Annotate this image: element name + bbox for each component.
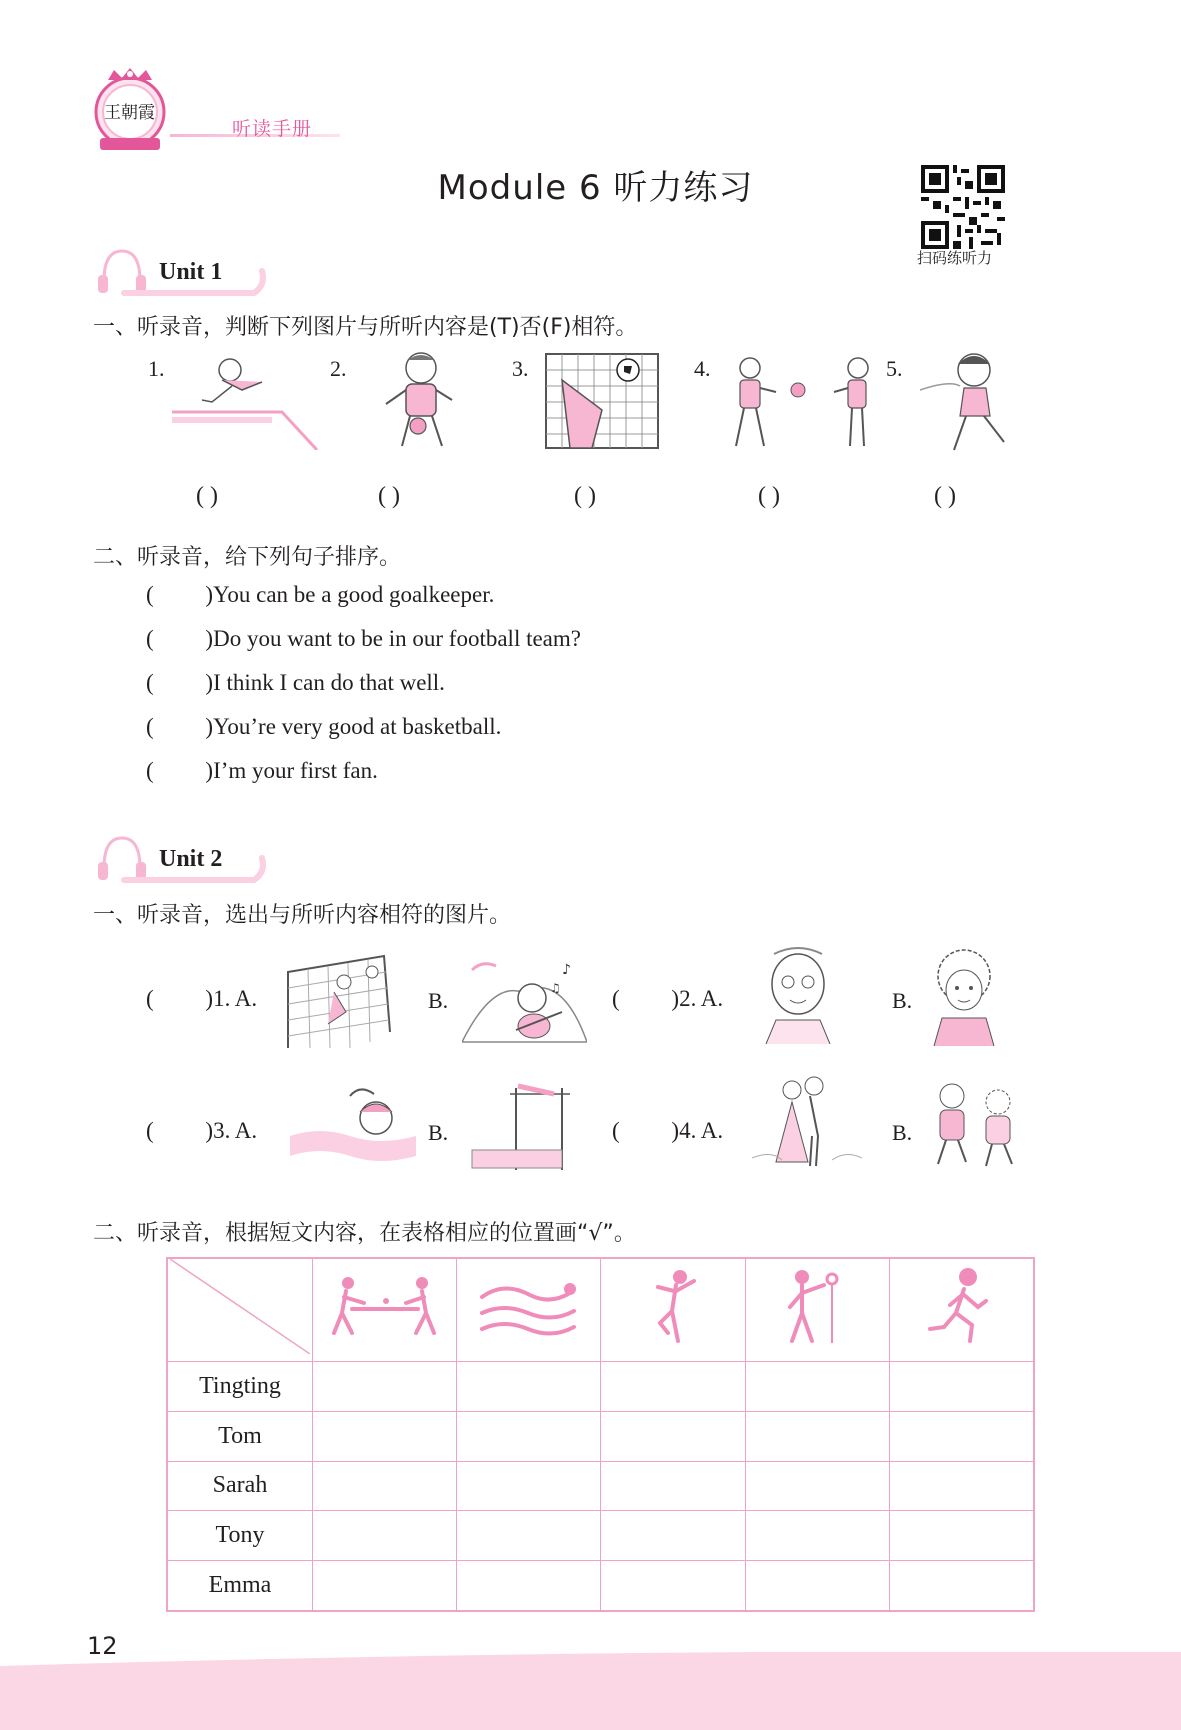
- answer-blank[interactable]: ( ): [146, 758, 214, 783]
- option-b: B.: [892, 1120, 913, 1145]
- column-swimming: [457, 1259, 601, 1362]
- unit1-part2-title: 二、听录音，给下列句子排序。: [93, 545, 402, 570]
- column-table-tennis: [313, 1259, 457, 1362]
- table-row: [168, 1461, 1034, 1511]
- ordering-item: [146, 714, 501, 740]
- goalkeeper-picture: [542, 350, 662, 450]
- choice-item: [612, 986, 723, 1012]
- answer-blank[interactable]: ( ): [146, 714, 214, 739]
- check-cell[interactable]: [889, 1511, 1033, 1561]
- unit1-label: Unit 1: [159, 259, 223, 285]
- dancing-icon: [618, 1267, 728, 1347]
- option-b: B.: [892, 988, 913, 1013]
- item-number: 2. A.: [679, 986, 724, 1011]
- table-row: [168, 1411, 1034, 1461]
- table-row: [168, 1561, 1034, 1611]
- ordering-item: [146, 626, 581, 652]
- check-cell[interactable]: [745, 1561, 889, 1611]
- choice-item: [146, 986, 257, 1012]
- answer-blank[interactable]: ( ): [146, 1118, 214, 1143]
- check-cell[interactable]: [313, 1461, 457, 1511]
- svg-text:♪: ♪: [562, 962, 571, 978]
- answer-blank[interactable]: ( ): [146, 670, 214, 695]
- unit2-part2-title: 二、听录音，根据短文内容，在表格相应的位置画“√”。: [93, 1221, 636, 1246]
- soccer-goal-picture: [284, 952, 394, 1052]
- swimming-dive-picture: [172, 350, 322, 450]
- ordering-item: [146, 582, 494, 608]
- sentence-text: I think I can do that well.: [213, 670, 445, 695]
- running-girl-picture: [920, 350, 1020, 454]
- high-jump-picture: [470, 1080, 574, 1172]
- option-b: B.: [428, 1120, 449, 1145]
- ordering-item: [146, 670, 445, 696]
- option-b: B.: [428, 988, 449, 1013]
- sentence-text: You’re very good at basketball.: [213, 714, 502, 739]
- footer-band: [0, 1652, 1181, 1730]
- check-cell[interactable]: [889, 1461, 1033, 1511]
- check-cell[interactable]: [313, 1411, 457, 1461]
- check-cell[interactable]: [457, 1411, 601, 1461]
- sentence-text: I’m your first fan.: [213, 758, 378, 783]
- answer-blank[interactable]: ( ): [758, 483, 780, 509]
- qr-caption: 扫码练听力: [917, 249, 993, 267]
- check-cell[interactable]: [601, 1362, 745, 1412]
- monkey-guitar-picture: [462, 952, 587, 1056]
- check-cell[interactable]: [601, 1411, 745, 1461]
- header-tag: 听读手册: [232, 118, 313, 140]
- basketball-boy-picture: [376, 350, 466, 454]
- answer-blank[interactable]: ( ): [612, 986, 680, 1011]
- answer-blank[interactable]: ( ): [146, 626, 214, 651]
- item-number: 1.: [148, 356, 165, 381]
- check-cell[interactable]: [457, 1362, 601, 1412]
- check-cell[interactable]: [457, 1461, 601, 1511]
- column-dancing: [601, 1259, 745, 1362]
- unit2-part1-title: 一、听录音，选出与所听内容相符的图片。: [93, 903, 512, 928]
- corner-cell: [168, 1259, 313, 1362]
- answer-blank[interactable]: ( ): [196, 483, 218, 509]
- activity-table: [166, 1257, 1035, 1612]
- item-number: 2.: [330, 356, 347, 381]
- table-tennis-kids-picture: [718, 356, 878, 452]
- table-tennis-icon: [330, 1267, 440, 1347]
- svg-text:♫: ♫: [550, 981, 561, 995]
- sentence-text: Do you want to be in our football team?: [213, 626, 581, 651]
- check-cell[interactable]: [457, 1511, 601, 1561]
- answer-blank[interactable]: ( ): [146, 986, 214, 1011]
- answer-blank[interactable]: ( ): [146, 582, 214, 607]
- singing-icon: [762, 1267, 872, 1347]
- check-cell[interactable]: [313, 1561, 457, 1611]
- column-running: [889, 1259, 1033, 1362]
- swimming-icon: [474, 1267, 584, 1347]
- answer-blank[interactable]: ( ): [612, 1118, 680, 1143]
- check-cell[interactable]: [313, 1362, 457, 1412]
- answer-blank[interactable]: ( ): [378, 483, 400, 509]
- grandma-picture: [926, 946, 1002, 1046]
- running-icon: [906, 1267, 1016, 1347]
- check-cell[interactable]: [889, 1362, 1033, 1412]
- column-singing: [745, 1259, 889, 1362]
- diagonal-divider: [170, 1259, 310, 1354]
- check-cell[interactable]: [745, 1511, 889, 1561]
- check-cell[interactable]: [745, 1411, 889, 1461]
- check-cell[interactable]: [601, 1461, 745, 1511]
- item-number: 4.: [694, 356, 711, 381]
- grandpa-picture: [756, 944, 840, 1044]
- choice-item: [612, 1118, 723, 1144]
- jogging-grandparents-picture: [926, 1080, 1022, 1170]
- item-number: 3.: [512, 356, 529, 381]
- table-row: [168, 1511, 1034, 1561]
- table-row: [168, 1362, 1034, 1412]
- unit1-part1-title: 一、听录音，判断下列图片与所听内容是(T)否(F)相符。: [93, 315, 638, 340]
- item-number: 4. A.: [679, 1118, 724, 1143]
- swimmer-picture: [290, 1076, 416, 1166]
- check-cell[interactable]: [313, 1511, 457, 1561]
- answer-blank[interactable]: ( ): [574, 483, 596, 509]
- qr-code-icon: [921, 165, 1005, 249]
- page-number: 12: [87, 1632, 118, 1660]
- check-cell[interactable]: [601, 1561, 745, 1611]
- check-cell[interactable]: [457, 1561, 601, 1611]
- student-name: Tingting: [168, 1362, 313, 1412]
- unit2-label: Unit 2: [159, 846, 223, 872]
- check-cell[interactable]: [889, 1411, 1033, 1461]
- dancing-couple-picture: [752, 1076, 862, 1172]
- sentence-text: You can be a good goalkeeper.: [213, 582, 495, 607]
- item-number: 3. A.: [213, 1118, 258, 1143]
- item-number: 1. A.: [213, 986, 258, 1011]
- check-cell[interactable]: [745, 1362, 889, 1412]
- page-title: Module 6 听力练习: [437, 168, 754, 208]
- logo-text: 王朝霞: [104, 103, 155, 123]
- check-cell[interactable]: [889, 1561, 1033, 1611]
- choice-item: [146, 1118, 257, 1144]
- student-name: Sarah: [168, 1461, 313, 1511]
- ordering-item: [146, 758, 378, 784]
- student-name: Emma: [168, 1561, 313, 1611]
- student-name: Tony: [168, 1511, 313, 1561]
- table-header-row: [168, 1259, 1034, 1362]
- item-number: 5.: [886, 356, 903, 381]
- check-cell[interactable]: [601, 1511, 745, 1561]
- check-cell[interactable]: [745, 1461, 889, 1511]
- answer-blank[interactable]: ( ): [934, 483, 956, 509]
- student-name: Tom: [168, 1411, 313, 1461]
